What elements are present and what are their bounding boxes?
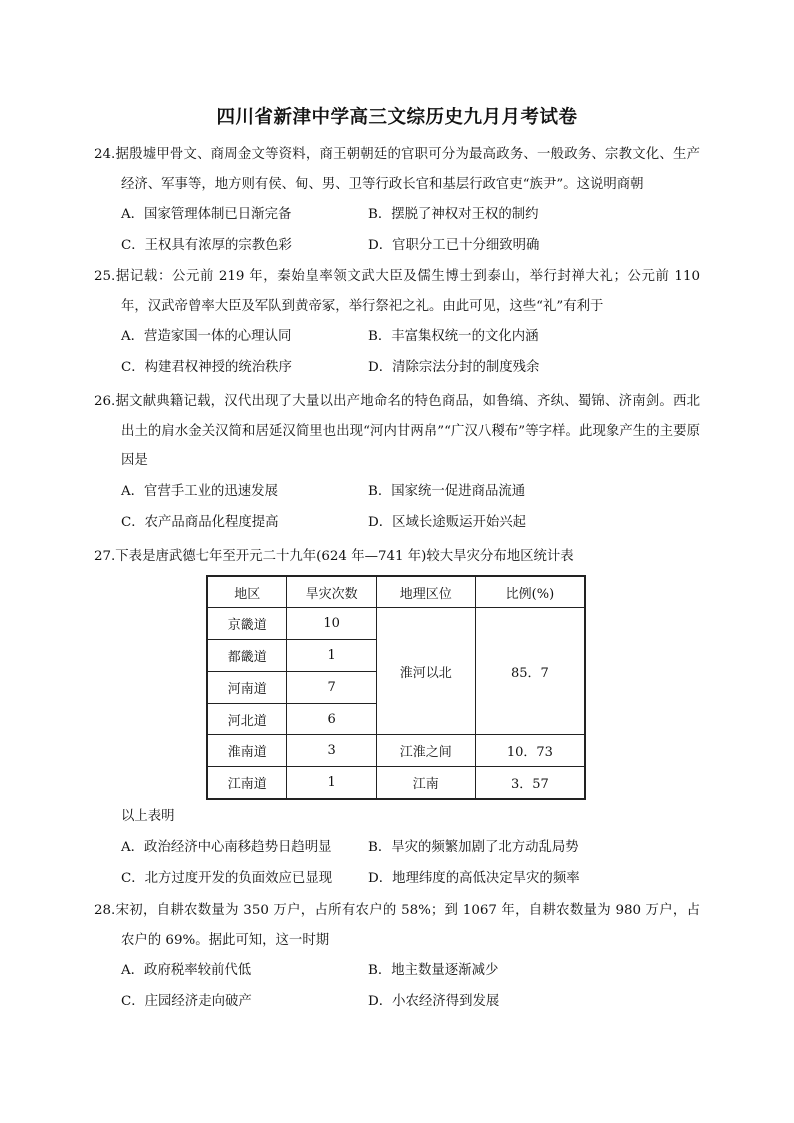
table-row	[207, 608, 585, 640]
option-d[interactable]: D．地理纬度的高低决定旱灾的频率	[368, 871, 580, 886]
count-cell: 3	[287, 735, 376, 767]
zone-cell: 江南	[376, 767, 475, 799]
option-d[interactable]: D．区域长途贩运开始兴起	[368, 514, 527, 530]
region-cell: 河北道	[207, 703, 287, 735]
option-c[interactable]: C．农产品商品化程度提高	[121, 514, 279, 530]
options-row	[94, 199, 700, 230]
region-cell: 京畿道	[207, 608, 287, 640]
option-a[interactable]: A．国家管理体制已日渐完备	[121, 207, 292, 222]
table-row	[207, 735, 585, 767]
option-b[interactable]: B．旱灾的频繁加剧了北方动乱局势	[368, 840, 579, 855]
option-a[interactable]: A．官营手工业的迅速发展	[121, 483, 278, 499]
region-cell: 江南道	[207, 767, 287, 799]
option-a[interactable]: A．营造家国一体的心理认同	[121, 329, 292, 344]
option-b[interactable]: B．摆脱了神权对王权的制约	[368, 207, 539, 222]
option-c[interactable]: C．王权具有浓厚的宗教色彩	[121, 238, 292, 253]
count-cell: 6	[287, 703, 376, 735]
question-27-options	[94, 832, 700, 894]
options-row	[94, 476, 700, 507]
option-b[interactable]: B．国家统一促进商品流通	[368, 483, 526, 499]
options-row	[94, 955, 700, 986]
table-row	[207, 767, 585, 799]
question-27	[94, 542, 734, 572]
options-row	[94, 832, 700, 863]
count-cell: 1	[287, 767, 376, 799]
header-cell: 地理区位	[376, 576, 475, 608]
header-cell: 旱灾次数	[287, 576, 376, 608]
drought-table	[206, 575, 586, 800]
option-d[interactable]: D．清除宗法分封的制度残余	[368, 360, 540, 375]
question-28	[94, 896, 700, 1017]
question-stem: 25.据记载：公元前 219 年，秦始皇率领文武大臣及儒生博士到泰山，举行封禅大礼；公元前 110 年，汉武帝曾率大臣及军队到黄帝冢，举行祭祀之礼。由此可见，这些“礼”有利于	[94, 269, 700, 314]
table-header-row	[207, 576, 585, 608]
region-cell: 河南道	[207, 671, 287, 703]
option-d[interactable]: D．官职分工已十分细致明确	[368, 238, 540, 253]
question-24	[94, 140, 700, 261]
option-b[interactable]: B．丰富集权统一的文化内涵	[368, 329, 539, 344]
option-a[interactable]: A．政府税率较前代低	[121, 963, 252, 978]
options-row	[94, 352, 700, 383]
question-25	[94, 262, 700, 383]
question-26	[94, 387, 700, 538]
zone-cell: 江淮之间	[376, 735, 475, 767]
option-c[interactable]: C．构建君权神授的统治秩序	[121, 360, 292, 375]
count-cell: 1	[287, 640, 376, 672]
count-cell: 7	[287, 671, 376, 703]
option-a[interactable]: A．政治经济中心南移趋势日趋明显	[121, 840, 332, 855]
options-row	[94, 507, 700, 538]
options-row	[94, 863, 700, 894]
ratio-cell: 10．73	[475, 735, 585, 767]
option-c[interactable]: C．北方过度开发的负面效应已显现	[121, 871, 333, 886]
options-row	[94, 321, 700, 352]
count-cell: 10	[287, 608, 376, 640]
header-cell: 比例(%)	[475, 576, 585, 608]
ratio-cell: 85．7	[475, 608, 585, 735]
options-row	[94, 230, 700, 261]
question-stem: 28.宋初，自耕农数量为 350 万户，占所有农户的 58%；到 1067 年，自耕农数量为 980 万户，占农户的 69%。据此可知，这一时期	[94, 903, 700, 948]
region-cell: 都畿道	[207, 640, 287, 672]
question-stem: 24.据殷墟甲骨文、商周金文等资料，商王朝朝廷的官职可分为最高政务、一般政务、宗教文化、生产经济、军事等，地方则有侯、甸、男、卫等行政长官和基层行政官吏“族尹”。这说明商朝	[94, 147, 700, 192]
option-d[interactable]: D．小农经济得到发展	[368, 994, 500, 1009]
option-b[interactable]: B．地主数量逐渐减少	[368, 963, 499, 978]
header-cell: 地区	[207, 576, 287, 608]
question-stem: 26.据文献典籍记载，汉代出现了大量以出产地命名的特色商品，如鲁缟、齐纨、蜀锦、济南剑。西北出土的肩水金关汉简和居延汉简里也出现“河内甘两帛”“广汉八稯布”等字样。此现象产生的主要原因是	[94, 394, 700, 468]
option-c[interactable]: C．庄园经济走向破产	[121, 994, 252, 1009]
exam-title: 四川省新津中学高三文综历史九月月考试卷	[216, 107, 578, 128]
ratio-cell: 3．57	[475, 767, 585, 799]
options-row	[94, 986, 700, 1017]
table-note: 以上表明	[121, 809, 175, 824]
region-cell: 淮南道	[207, 735, 287, 767]
zone-cell: 淮河以北	[376, 608, 475, 735]
question-stem: 27.下表是唐武德七年至开元二十九年(624 年—741 年)较大旱灾分布地区统计表	[94, 549, 574, 564]
